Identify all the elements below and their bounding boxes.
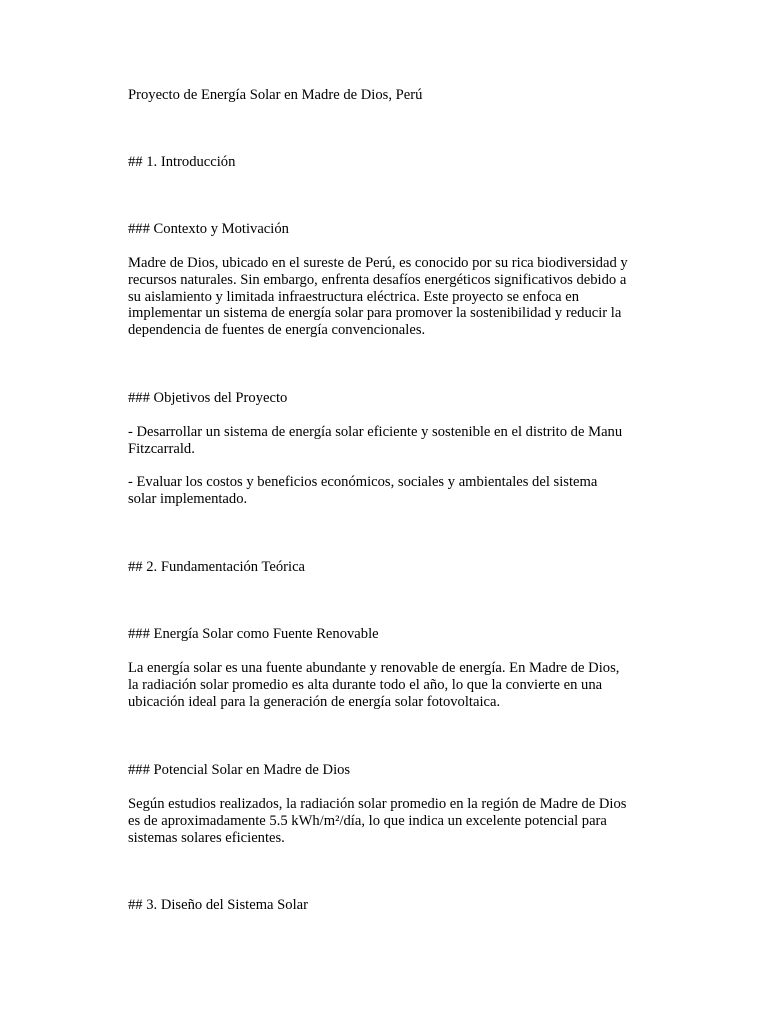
- bullet-item-2: [128, 474, 663, 508]
- paragraph-line: su aislamiento y limitada infraestructura eléctrica. Este proyecto se enfoca en: [128, 288, 579, 305]
- paragraph-potencial: [128, 796, 663, 846]
- subsection-heading-contexto: ### Contexto y Motivación: [128, 221, 289, 237]
- subsection-heading-objetivos: ### Objetivos del Proyecto: [128, 390, 288, 406]
- bullet-line: - Evaluar los costos y beneficios económicos, sociales y ambientales del sistema: [128, 474, 598, 490]
- bullet-line: solar implementado.: [128, 490, 248, 507]
- paragraph-line: La energía solar es una fuente abundante y renovable de energía. En Madre de Dios,: [128, 660, 620, 676]
- paragraph-line: la radiación solar promedio es alta durante todo el año, lo que la convierte en una: [128, 676, 603, 693]
- bullet-line: - Desarrollar un sistema de energía solar eficiente y sostenible en el distrito de Manu: [128, 424, 623, 440]
- subsection-heading-energia-solar: ### Energía Solar como Fuente Renovable: [128, 626, 379, 642]
- paragraph-line: es de aproximadamente 5.5 kWh/m²/día, lo que indica un excelente potencial para: [128, 812, 607, 829]
- section-heading-introduccion: ## 1. Introducción: [128, 154, 236, 170]
- paragraph-line: dependencia de fuentes de energía convencionales.: [128, 322, 426, 339]
- bullet-item-1: [128, 424, 663, 458]
- paragraph-line: recursos naturales. Sin embargo, enfrenta desafíos energéticos significativos debido a: [128, 271, 627, 288]
- paragraph-line: implementar un sistema de energía solar para promover la sostenibilidad y reducir la: [128, 305, 622, 322]
- document-title: Proyecto de Energía Solar en Madre de Dios, Perú: [128, 87, 423, 103]
- section-heading-diseno: ## 3. Diseño del Sistema Solar: [128, 897, 308, 913]
- paragraph-energia-solar: [128, 660, 663, 710]
- paragraph-line: ubicación ideal para la generación de energía solar fotovoltaica.: [128, 693, 501, 710]
- paragraph-contexto: [128, 255, 663, 339]
- section-heading-fundamentacion: ## 2. Fundamentación Teórica: [128, 559, 306, 575]
- bullet-line: Fitzcarrald.: [128, 440, 195, 457]
- subsection-heading-potencial: ### Potencial Solar en Madre de Dios: [128, 762, 351, 778]
- paragraph-line: sistemas solares eficientes.: [128, 829, 285, 846]
- paragraph-line: Madre de Dios, ubicado en el sureste de Perú, es conocido por su rica biodiversidad y: [128, 255, 628, 271]
- paragraph-line: Según estudios realizados, la radiación solar promedio en la región de Madre de Dios: [128, 796, 627, 812]
